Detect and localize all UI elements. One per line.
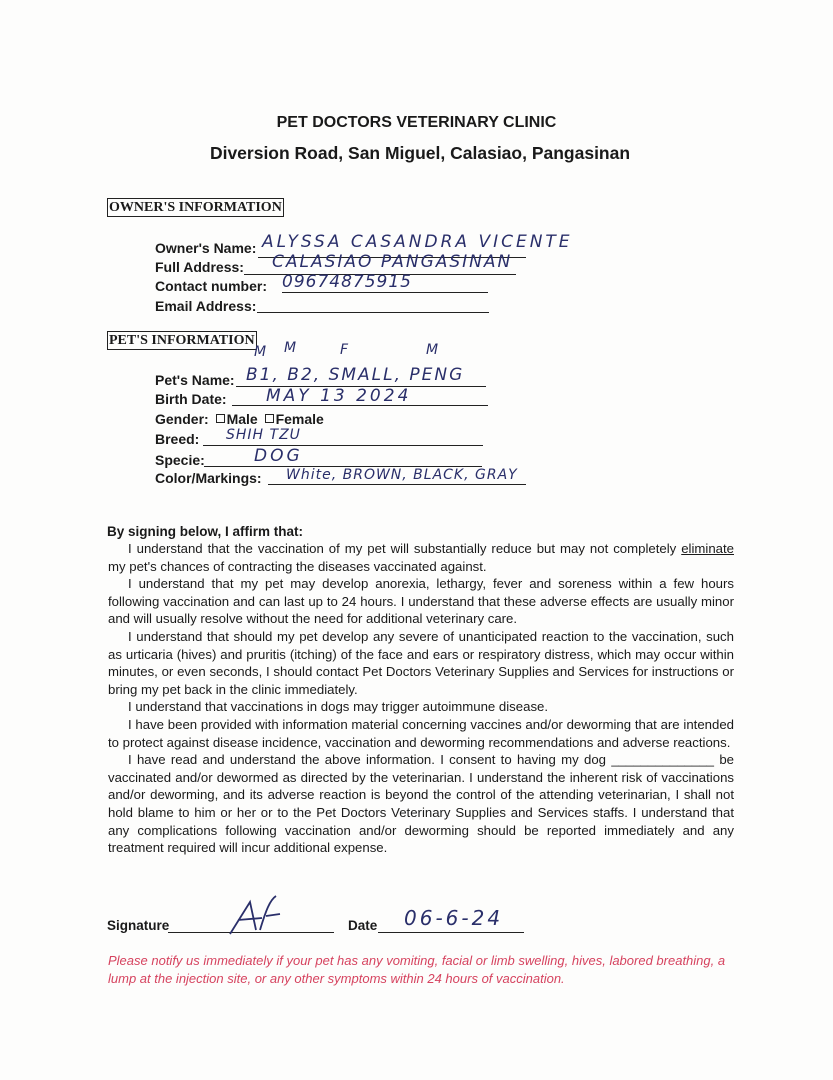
dog-name-blank[interactable]: ______________ <box>611 752 715 768</box>
clinic-address: Diversion Road, San Miguel, Calasiao, Pangasinan <box>209 143 631 163</box>
birth-date-field[interactable]: MAY 13 2024 <box>266 386 412 406</box>
gender-mark-2: M <box>284 340 298 356</box>
clinic-name: PET DOCTORS VETERINARY CLINIC <box>276 114 557 131</box>
color-line <box>268 484 526 485</box>
owner-address-field[interactable]: CALASIAO PANGASINAN <box>272 252 513 272</box>
breed-field[interactable]: SHIH TZU <box>226 427 301 443</box>
birth-date-label: Birth Date: <box>155 391 227 407</box>
color-label: Color/Markings: <box>155 470 262 486</box>
female-checkbox[interactable] <box>265 414 274 423</box>
consent-body <box>108 540 734 857</box>
specie-label: Specie: <box>155 452 205 468</box>
owner-email-line <box>257 312 489 313</box>
owner-contact-field[interactable]: 09674875915 <box>282 272 412 292</box>
consent-paragraph-1: I understand that the vaccination of my pet will substantially reduce but may not completely eliminate my pet's chances of contracting the diseases vaccinated against. <box>108 541 734 574</box>
owner-contact-line <box>282 292 488 293</box>
owner-address-label: Full Address: <box>155 259 244 275</box>
gender-label: Gender: <box>155 411 209 427</box>
pet-name-label: Pet's Name: <box>155 372 235 388</box>
gender-row <box>155 411 324 427</box>
date-label: Date <box>348 918 378 933</box>
male-checkbox[interactable] <box>216 414 225 423</box>
affirm-title: By signing below, I affirm that: <box>107 524 304 539</box>
gender-mark-1: M <box>254 344 268 360</box>
signature-label: Signature <box>107 918 170 933</box>
consent-paragraph-5: I have been provided with information material concerning vaccines and/or deworming that are intended to protect against disease incidence, vaccination and deworming recommendations and adverse reactions. <box>108 716 734 750</box>
female-label: Female <box>275 411 324 427</box>
gender-mark-3: F <box>340 342 350 358</box>
owner-contact-label: Contact number: <box>155 278 267 294</box>
breed-line <box>203 445 483 446</box>
date-field[interactable]: 06-6-24 <box>404 906 504 930</box>
breed-label: Breed: <box>155 431 200 447</box>
post-vaccination-note: Please notify us immediately if your pet has any vomiting, facial or limb swelling, hives, labored breathing, a lump at the injection site, or any other symptoms within 24 hours of vaccination. <box>108 953 726 986</box>
date-line <box>378 932 524 933</box>
consent-paragraph-4: I understand that vaccinations in dogs may trigger autoimmune disease. <box>128 699 549 715</box>
consent-paragraph-6: I have read and understand the above information. I consent to having my dog ______________ be vaccinated and/or dewormed as directed by the veterinarian. I understand the inherent risk of vaccinations and/or deworming, and its adverse reaction is beyond the control of the attending veterinarian, I shall not hold blame to him or her or to the Pet Doctors Veterinary Supplies and Services staffs. I understand that any complications following vaccination and/or deworming should be reported immediately and any treatment required will incur additional expense. <box>108 752 734 856</box>
owner-name-field[interactable]: ALYSSA CASANDRA VICENTE <box>262 232 573 252</box>
consent-paragraph-3: I understand that should my pet develop any severe of unanticipated reaction to the vaccination, such as urticaria (hives) and pruritis (itching) of the face and ears or respiratory distress, which may occur within minutes, or even seconds, I should contact Pet Doctors Veterinary Supplies and Services for instructions or bring my pet back in the clinic immediately. <box>108 628 734 697</box>
male-label: Male <box>226 411 258 427</box>
consent-paragraph-2: I understand that my pet may develop anorexia, lethargy, fever and soreness within a few hours following vaccination and can last up to 24 hours. I understand that these adverse effects are usually minor and will usually resolve without the need for additional veterinary care. <box>108 576 734 627</box>
signature-mark[interactable] <box>220 890 300 940</box>
specie-field[interactable]: DOG <box>254 446 303 466</box>
color-field[interactable]: White, BROWN, BLACK, GRAY <box>286 467 518 483</box>
owner-section-title: OWNER'S INFORMATION <box>109 200 282 215</box>
pet-section-title: PET'S INFORMATION <box>109 333 255 348</box>
owner-email-label: Email Address: <box>155 298 257 314</box>
gender-mark-4: M <box>426 342 440 358</box>
pet-name-field[interactable]: B1, B2, SMALL, PENG <box>246 365 465 385</box>
owner-name-label: Owner's Name: <box>155 240 257 256</box>
